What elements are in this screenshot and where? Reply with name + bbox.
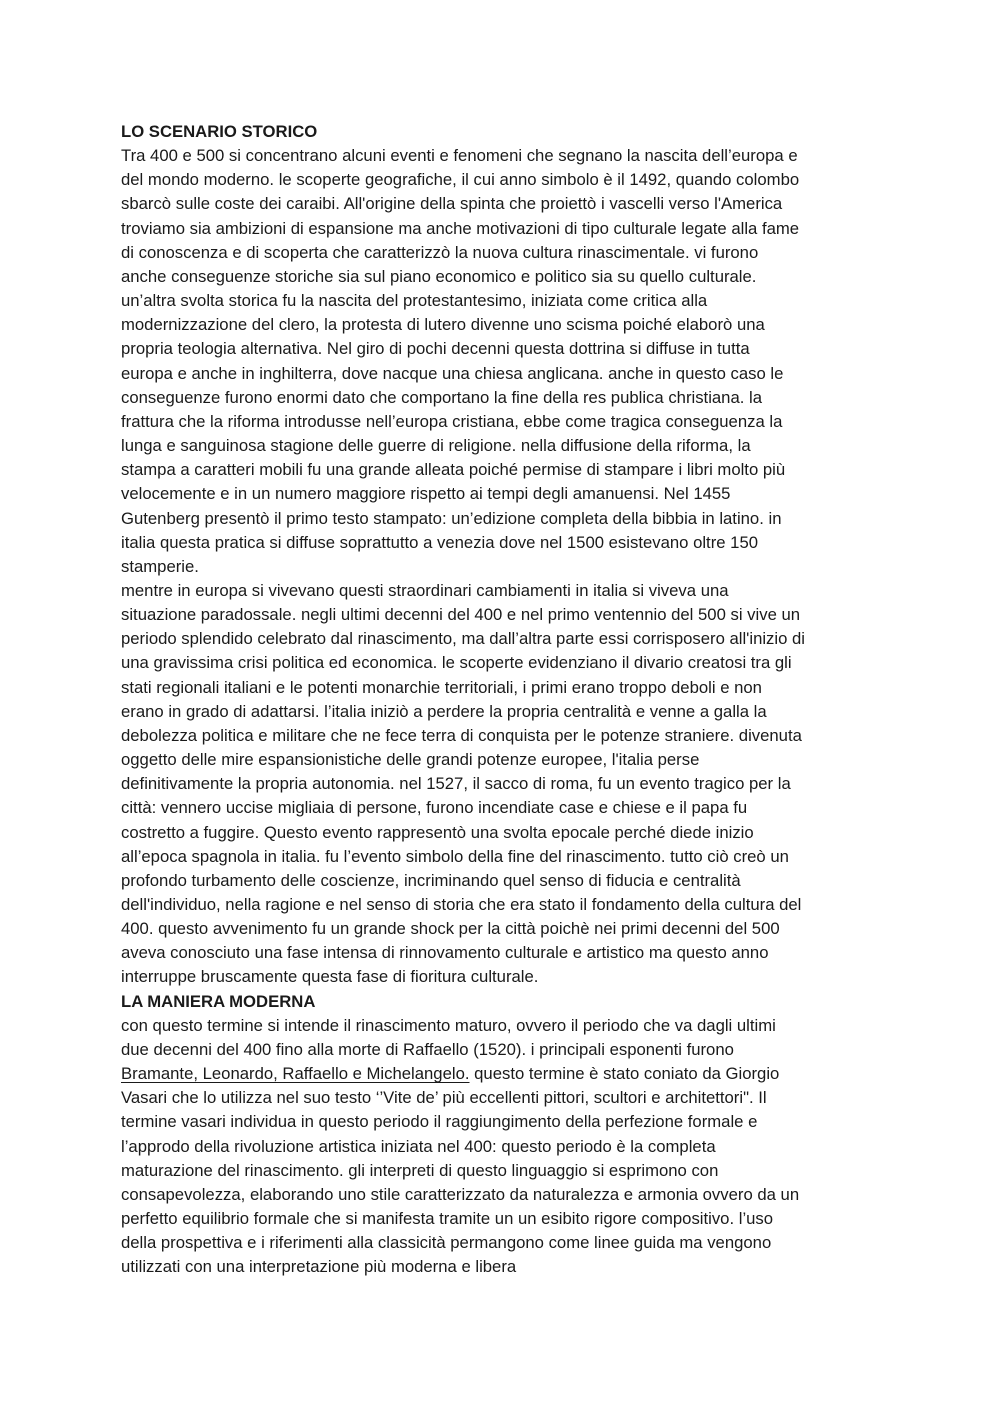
text-line: debolezza politica e militare che ne fece terra di conquista per le potenze straniere. divenuta <box>121 725 802 745</box>
text-line: l’approdo della rivoluzione artistica iniziata nel 400: questo periodo è la completa <box>121 1136 716 1156</box>
text-line: 400. questo avvenimento fu un grande shock per la città poichè nei primi decenni del 500 <box>121 919 780 939</box>
text-line: città: vennero uccise migliaia di persone, furono incendiate case e chiese e il papa fu <box>121 798 748 818</box>
text-line: lunga e sanguinosa stagione delle guerre di religione. nella diffusione della riforma, la <box>121 436 751 456</box>
text-line <box>121 1062 901 1086</box>
text-block <box>121 1086 901 1279</box>
text-line: europa e anche in inghilterra, dove nacque una chiesa anglicana. anche in questo caso le <box>121 363 784 383</box>
text-line: oggetto delle mire espansionistiche delle grandi potenze europee, l'italia perse <box>121 750 700 770</box>
section-body-maniera-moderna <box>121 1014 901 1280</box>
text-line: conseguenze furono enormi dato che comportano la fine della res publica christiana. la <box>121 387 763 407</box>
text-line: velocemente e in un numero maggiore rispetto ai tempi degli amanuensi. Nel 1455 <box>121 484 731 504</box>
text-line: della prospettiva e i riferimenti alla classicità permangono come linee guida ma vengono <box>121 1233 772 1253</box>
section-heading-maniera-moderna: LA MANIERA MODERNA <box>121 991 316 1011</box>
text-line: interruppe bruscamente questa fase di fioritura culturale. <box>121 967 539 987</box>
text-line: all’epoca spagnola in italia. fu l’evento simbolo della fine del rinascimento. tutto ciò creò un <box>121 846 789 866</box>
underlined-artist-names: Bramante, Leonardo, Raffaello e Michelangelo. <box>121 1064 470 1084</box>
text-line: italia questa pratica si diffuse soprattutto a venezia dove nel 1500 esistevano oltre 150 <box>121 532 759 552</box>
document-page <box>121 120 901 1280</box>
text-line: Tra 400 e 500 si concentrano alcuni eventi e fenomeni che segnano la nascita dell’europa e <box>121 146 798 166</box>
text-line: consapevolezza, elaborando uno stile caratterizzato da naturalezza e armonia ovvero da un <box>121 1184 800 1204</box>
section-heading-scenario-storico: LO SCENARIO STORICO <box>121 122 318 141</box>
section-body-scenario-storico <box>121 144 901 989</box>
text-line: erano in grado di adattarsi. l’italia iniziò a perdere la propria centralità e venne a galla la <box>121 701 767 721</box>
text-line: stampa a caratteri mobili fu una grande alleata poiché permise di stampare i libri molto più <box>121 460 786 480</box>
text-line: stati regionali italiani e le potenti monarchie territoriali, i primi erano troppo deboli e non <box>121 677 762 697</box>
text-line: profondo turbamento delle coscienze, incriminando quel senso di fiducia e centralità <box>121 870 741 890</box>
text-line: definitivamente la propria autonomia. nel 1527, il sacco di roma, fu un evento tragico per la <box>121 774 791 794</box>
text-line: termine vasari individua in questo periodo il raggiungimento della perfezione formale e <box>121 1112 758 1132</box>
text-line: Vasari che lo utilizza nel suo testo ‘’Vite de’ più eccellenti pittori, scultori e architettori". Il <box>121 1088 767 1108</box>
text-line: aveva conosciuto una fase intensa di rinnovamento culturale e artistico ma questo anno <box>121 943 769 963</box>
text-line: sbarcò sulle coste dei caraibi. All'origine della spinta che proiettò i vascelli verso l'America <box>121 194 783 214</box>
text-line: utilizzati con una interpretazione più moderna e libera <box>121 1257 517 1277</box>
text-line: una gravissima crisi politica ed economica. le scoperte evidenziano il divario creatosi tra gli <box>121 653 792 673</box>
text-line: perfetto equilibrio formale che si manifesta tramite un un esibito rigore compositivo. l’uso <box>121 1209 774 1229</box>
text-line: due decenni del 400 fino alla morte di Raffaello (1520). i principali esponenti furono <box>121 1039 734 1059</box>
text-line: dell'individuo, nella ragione e nel senso di storia che era stato il fondamento della cultura del <box>121 895 802 914</box>
text-line: di conoscenza e di scoperta che caratterizzò la nuova cultura rinascimentale. vi furono <box>121 242 759 262</box>
text-line: periodo splendido celebrato dal rinascimento, ma dall’altra parte essi corrisposero all'inizio di <box>121 629 806 649</box>
text-line: del mondo moderno. le scoperte geografiche, il cui anno simbolo è il 1492, quando colombo <box>121 170 800 190</box>
text-line: maturazione del rinascimento. gli interpreti di questo linguaggio si esprimono con <box>121 1160 719 1180</box>
text-fragment: questo termine è stato coniato da Giorgio <box>469 1064 780 1084</box>
text-line: propria teologia alternativa. Nel giro di pochi decenni questa dottrina si diffuse in tutta <box>121 339 750 359</box>
text-line: costretto a fuggire. Questo evento rappresentò una svolta epocale perché diede inizio <box>121 822 754 842</box>
text-line: frattura che la riforma introdusse nell’europa cristiana, ebbe come tragica conseguenza la <box>121 411 783 431</box>
text-line: mentre in europa si vivevano questi straordinari cambiamenti in italia si viveva una <box>121 580 729 600</box>
text-line: modernizzazione del clero, la protesta di lutero divenne uno scisma poiché elaborò una <box>121 315 765 335</box>
text-line: situazione paradossale. negli ultimi decenni del 400 e nel primo ventennio del 500 si vive un <box>121 605 801 625</box>
text-line: Gutenberg presentò il primo testo stampato: un’edizione completa della bibbia in latino. in <box>121 508 782 528</box>
text-line: stamperie. <box>121 556 199 576</box>
text-line: con questo termine si intende il rinascimento maturo, ovvero il periodo che va dagli ultimi <box>121 1015 776 1035</box>
text-line: troviamo sia ambizioni di espansione ma anche motivazioni di tipo culturale legate alla fame <box>121 218 800 238</box>
text-line: un’altra svolta storica fu la nascita del protestantesimo, iniziata come critica alla <box>121 291 708 311</box>
text-line: anche conseguenze storiche sia sul piano economico e politico sia su quello culturale. <box>121 266 757 286</box>
